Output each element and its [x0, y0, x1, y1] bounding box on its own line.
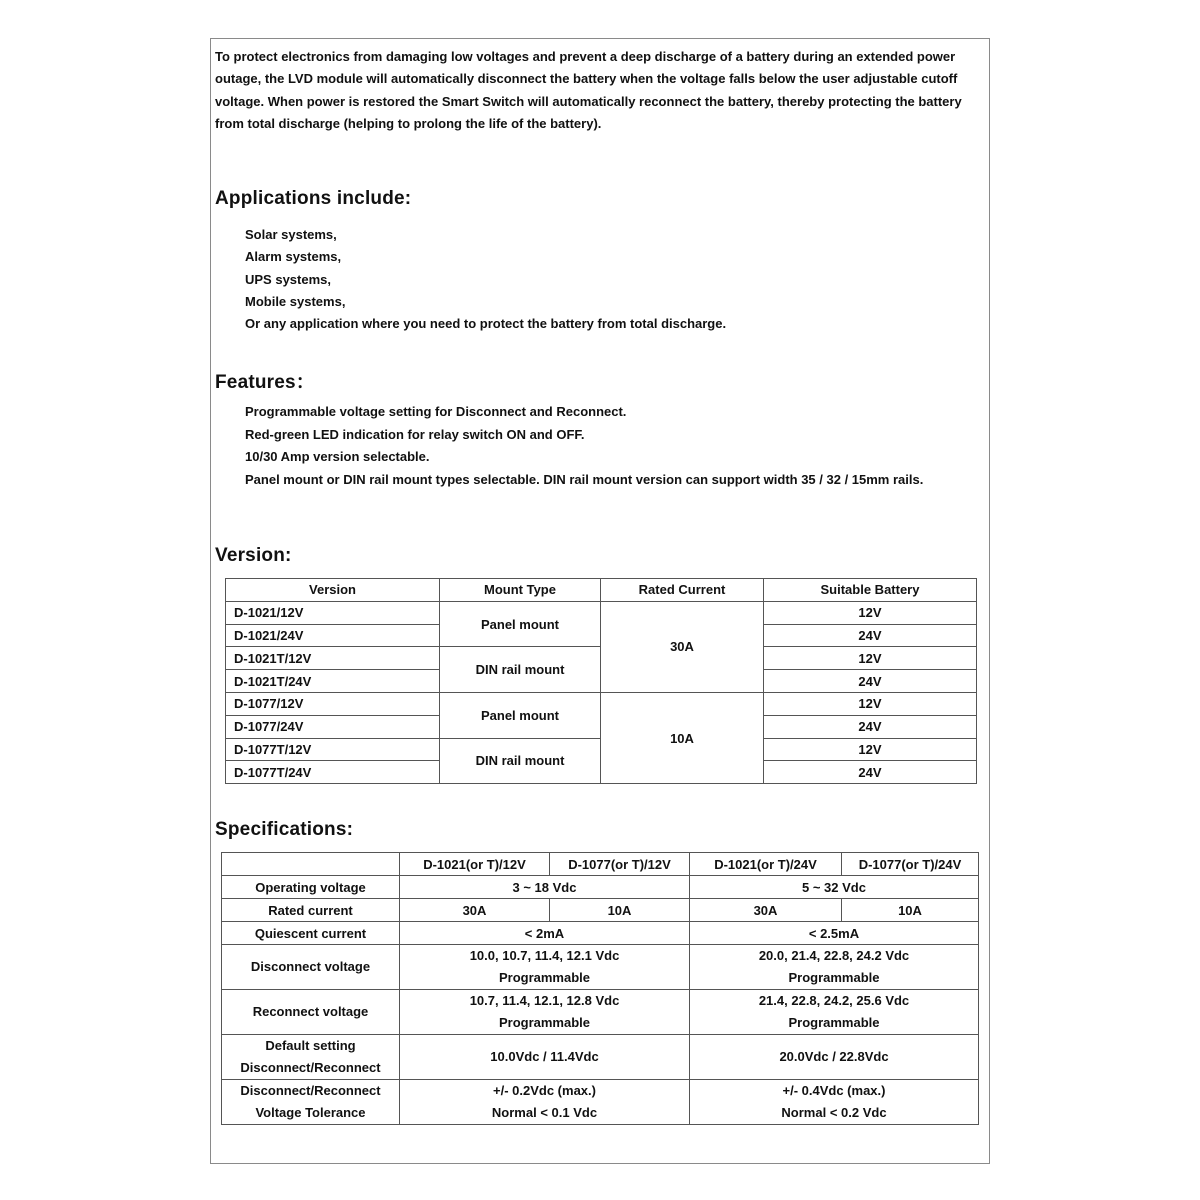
column-header: D-1021(or T)/12V	[400, 853, 550, 876]
list-item: Solar systems,	[245, 227, 337, 242]
table-row	[222, 1080, 979, 1125]
list-item: UPS systems,	[245, 271, 331, 287]
spec-value: 30A	[690, 899, 842, 922]
mount-type-cell: DIN rail mount	[440, 647, 601, 693]
list-item: Alarm systems,	[245, 249, 342, 265]
battery-cell: 24V	[764, 624, 977, 647]
row-label: Operating voltage	[222, 876, 400, 899]
spec-value-line: Programmable	[498, 1015, 591, 1030]
spec-value: 10A	[550, 899, 690, 922]
row-label: Reconnect voltage	[222, 990, 400, 1035]
applications-heading: Applications include:	[215, 188, 412, 209]
column-header: D-1077(or T)/12V	[550, 853, 690, 876]
spec-value-line: Normal < 0.2 Vdc	[781, 1105, 887, 1120]
list-item: Panel mount or DIN rail mount types selectable. DIN rail mount version can support width 35 / 32 / 15mm rails.	[245, 471, 924, 487]
row-label	[222, 1035, 400, 1080]
spec-value: < 2.5mA	[690, 922, 979, 945]
table-row	[226, 692, 977, 715]
spec-value-line: +/- 0.2Vdc (max.)	[493, 1083, 596, 1098]
spec-value	[400, 945, 690, 990]
battery-cell: 24V	[764, 761, 977, 784]
table-row	[222, 899, 979, 922]
version-cell: D-1077/24V	[226, 715, 440, 738]
specifications-table	[221, 852, 979, 1125]
column-header: Rated Current	[601, 579, 764, 602]
list-item: Programmable voltage setting for Disconnect and Reconnect.	[245, 404, 627, 419]
column-header-empty	[222, 853, 400, 876]
battery-cell: 12V	[764, 692, 977, 715]
row-label	[222, 1080, 400, 1125]
version-cell: D-1077/12V	[226, 692, 440, 715]
spec-value: < 2mA	[400, 922, 690, 945]
spec-value: 10A	[842, 899, 979, 922]
version-cell: D-1077T/12V	[226, 738, 440, 761]
table-row	[222, 945, 979, 990]
battery-cell: 12V	[764, 601, 977, 624]
battery-cell: 24V	[764, 715, 977, 738]
table-header-row	[222, 853, 979, 876]
column-header: D-1077(or T)/24V	[842, 853, 979, 876]
spec-value: 30A	[400, 899, 550, 922]
spec-value	[690, 1080, 979, 1125]
features-heading: Features：	[215, 372, 316, 393]
column-header: Suitable Battery	[764, 579, 977, 602]
version-cell: D-1021/24V	[226, 624, 440, 647]
spec-value-line: 10.0, 10.7, 11.4, 12.1 Vdc	[469, 948, 620, 963]
battery-cell: 12V	[764, 647, 977, 670]
column-header: D-1021(or T)/24V	[690, 853, 842, 876]
column-header: Mount Type	[440, 579, 601, 602]
mount-type-cell: Panel mount	[440, 601, 601, 647]
list-item: Mobile systems,	[245, 293, 346, 309]
spec-value	[690, 990, 979, 1035]
mount-type-cell: DIN rail mount	[440, 738, 601, 784]
row-label-line: Voltage Tolerance	[255, 1105, 366, 1120]
spec-value-line: Normal < 0.1 Vdc	[491, 1105, 598, 1120]
intro-paragraph: To protect electronics from damaging low voltages and prevent a deep discharge of a battery during an extended power outage, the LVD module will automatically disconnect the battery when the voltage falls below the user adjustable cutoff voltage. When power is restored the Smart Switch will automatically reconnect the battery, thereby protecting the battery from total discharge (helping to prolong the life of the battery).	[215, 49, 962, 132]
table-row	[222, 876, 979, 899]
table-row	[226, 601, 977, 624]
list-item: Red-green LED indication for relay switch ON and OFF.	[245, 426, 585, 442]
row-label-line: Disconnect/Reconnect	[240, 1060, 381, 1075]
spec-value: 3 ~ 18 Vdc	[400, 876, 690, 899]
battery-cell: 12V	[764, 738, 977, 761]
version-cell: D-1077T/24V	[226, 761, 440, 784]
row-label-line: Default setting	[265, 1038, 356, 1053]
spec-value-line: Programmable	[788, 1015, 880, 1030]
spec-value: 20.0Vdc / 22.8Vdc	[690, 1035, 979, 1080]
table-row	[222, 1035, 979, 1080]
table-row	[222, 922, 979, 945]
version-cell: D-1021/12V	[226, 601, 440, 624]
mount-type-cell: Panel mount	[440, 692, 601, 738]
version-cell: D-1021T/12V	[226, 647, 440, 670]
specifications-heading: Specifications:	[215, 819, 354, 840]
features-list	[245, 401, 990, 491]
spec-value-line: 10.7, 11.4, 12.1, 12.8 Vdc	[469, 993, 620, 1008]
rated-current-cell: 10A	[601, 692, 764, 783]
version-cell: D-1021T/24V	[226, 670, 440, 693]
spec-value: 10.0Vdc / 11.4Vdc	[400, 1035, 690, 1080]
row-label: Disconnect voltage	[222, 945, 400, 990]
table-row	[222, 990, 979, 1035]
row-label: Quiescent current	[222, 922, 400, 945]
spec-value-line: +/- 0.4Vdc (max.)	[782, 1083, 886, 1098]
applications-list	[245, 224, 726, 335]
spec-value-line: 21.4, 22.8, 24.2, 25.6 Vdc	[758, 993, 910, 1008]
spec-value-line: Programmable	[498, 970, 591, 985]
version-table	[225, 578, 977, 784]
column-header: Version	[226, 579, 440, 602]
list-item: Or any application where you need to protect the battery from total discharge.	[245, 316, 727, 332]
spec-value: 5 ~ 32 Vdc	[690, 876, 979, 899]
spec-value	[400, 990, 690, 1035]
spec-value	[690, 945, 979, 990]
spec-value	[400, 1080, 690, 1125]
spec-value-line: Programmable	[788, 970, 880, 985]
row-label-line: Disconnect/Reconnect	[240, 1083, 381, 1098]
row-label: Rated current	[222, 899, 400, 922]
table-header-row	[226, 579, 977, 602]
spec-value-line: 20.0, 21.4, 22.8, 24.2 Vdc	[758, 948, 910, 963]
battery-cell: 24V	[764, 670, 977, 693]
version-heading: Version:	[215, 545, 292, 566]
list-item: 10/30 Amp version selectable.	[245, 449, 430, 465]
rated-current-cell: 30A	[601, 601, 764, 692]
